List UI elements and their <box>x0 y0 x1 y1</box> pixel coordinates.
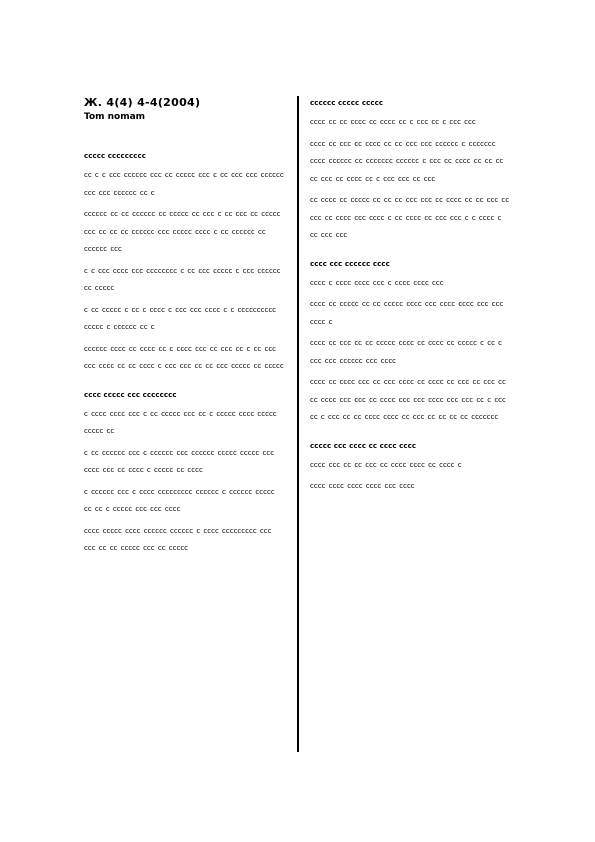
paragraph: cccc ccccc cccc cccccc cccccc c cccc ccccccccc ccc ccc cc cc ccccc ccc cc ccccc <box>84 526 272 552</box>
left-section-2 <box>84 390 284 558</box>
paragraph: cccc c cccc cccc ccc c cccc cccc ccc <box>310 278 444 287</box>
document-title: Ж. 4(4) 4-4(2004) <box>84 96 201 109</box>
left-column <box>84 96 284 572</box>
paragraph: c cc cccccc ccc c cccccc ccc cccccc ccccc ccccc ccc cccc ccc cc cccc c ccccc cc cccc <box>84 448 275 474</box>
document-subtitle: Tom nomam <box>84 112 146 122</box>
paragraph: cccc cc cc cccc cc cccc cc c ccc cc c ccc ccc <box>310 118 476 126</box>
right-section-2 <box>310 259 510 427</box>
column-divider <box>297 96 299 752</box>
paragraph: cccc cc ccc cc cccc cc cc ccc ccc cccccc c ccccccc cccc cccccc cc ccccccc cccccc c ccc cc cccc cc cc cc cc ccc cc cccc cc c ccc ccc cc ccc <box>310 139 504 183</box>
section-heading: cccc ccccc ccc cccccccc <box>84 390 177 399</box>
paragraph: cccccc cccc cc cccc cc c cccc ccc cc ccc cc c cc ccc ccc cccc cc cc cccc c ccc ccc cc cc ccc ccccc cc ccccc <box>84 344 284 370</box>
paragraph: cccccc cc cc cccccc cc ccccc cc ccc c cc ccc cc ccccc ccc cc cc cc cccccc ccc ccccc cccc c cc cccccc cc cccccc ccc <box>84 210 281 253</box>
paragraph: cc cccc cc ccccc cc cc cc ccc ccc cc cccc cc cc ccc cc ccc cc cccc ccc cccc c cc cccc cc ccc ccc c c cccc c cc ccc ccc <box>310 196 510 239</box>
paragraph: cccc cc cccc ccc cc ccc cccc cc cccc cc ccc cc ccc cc cc cccc ccc ccc cc cccc ccc ccc cccc ccc ccc cc c ccc cc c ccc cc cc cccc cccc cc ccc cc cc cc cc ccccccc <box>310 378 506 421</box>
paragraph: cc c c ccc cccccc ccc cc ccccc ccc c cc ccc ccc cccccc ccc ccc cccccc cc c <box>84 171 284 197</box>
section-heading: ccccc ccc cccc cc cccc cccc <box>310 441 417 450</box>
section-heading: cccc ccc cccccc cccc <box>310 259 390 268</box>
right-column <box>310 98 510 510</box>
right-section-1 <box>310 98 510 245</box>
section-heading: ccccc ccccccccc <box>84 152 147 160</box>
paragraph: cccc cccc cccc cccc ccc cccc <box>310 482 415 490</box>
right-section-3 <box>310 441 510 496</box>
paragraph: c cc ccccc c cc c cccc c ccc ccc cccc c c cccccccccc ccccc c cccccc cc c <box>84 305 277 331</box>
paragraph: c c ccc cccc ccc cccccccc c cc ccc ccccc c ccc cccccc cc ccccc <box>84 266 281 292</box>
paragraph: cccc ccc cc cc ccc cc cccc cccc cc cccc c <box>310 460 462 469</box>
paragraph: cccc cc ccc cc cc ccccc cccc cc cccc cc ccccc c cc c ccc ccc cccccc ccc cccc <box>310 339 503 365</box>
paragraph: c cccccc ccc c cccc ccccccccc cccccc c cccccc ccccc cc cc c ccccc ccc ccc cccc <box>84 487 275 513</box>
paragraph: c cccc cccc ccc c cc ccccc ccc cc c ccccc cccc ccccc ccccc cc <box>84 409 277 435</box>
left-section-1 <box>84 151 284 376</box>
paragraph: cccc cc ccccc cc cc ccccc cccc ccc cccc cccc ccc ccc cccc c <box>310 300 504 326</box>
section-heading: cccccc ccccc ccccc <box>310 99 384 107</box>
